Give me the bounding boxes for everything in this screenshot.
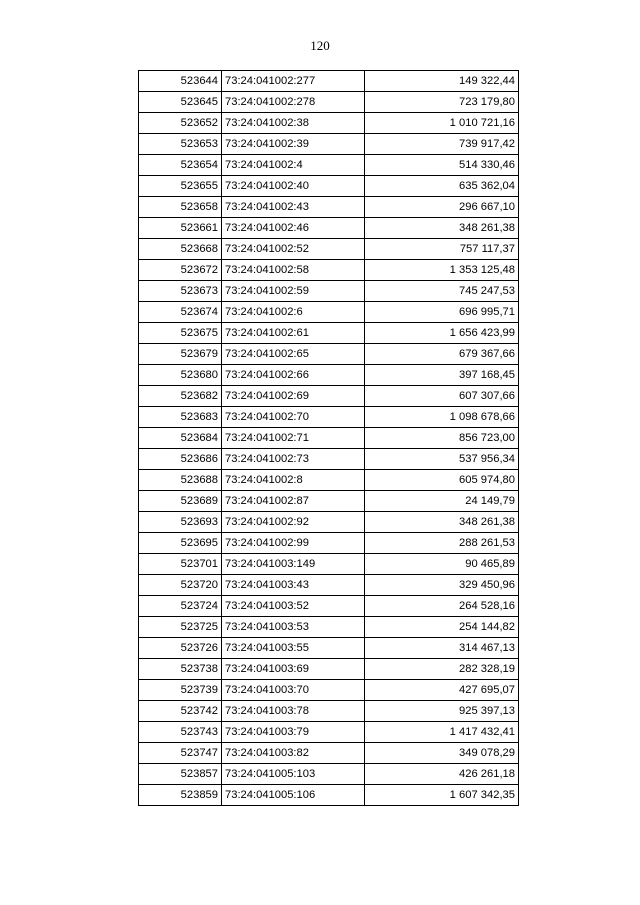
value-cell: 856 723,00 xyxy=(365,428,519,449)
cadastral-number-cell: 73:24:041002:73 xyxy=(222,449,365,470)
row-id-cell: 523689 xyxy=(139,491,222,512)
table-row xyxy=(139,764,519,785)
table-row xyxy=(139,743,519,764)
table-row xyxy=(139,155,519,176)
cadastral-number-cell: 73:24:041002:277 xyxy=(222,71,365,92)
value-cell: 1 353 125,48 xyxy=(365,260,519,281)
cadastral-number-cell: 73:24:041005:106 xyxy=(222,785,365,806)
cadastral-number-cell: 73:24:041002:58 xyxy=(222,260,365,281)
cadastral-number-cell: 73:24:041002:61 xyxy=(222,323,365,344)
value-cell: 537 956,34 xyxy=(365,449,519,470)
value-cell: 1 417 432,41 xyxy=(365,722,519,743)
table-row xyxy=(139,785,519,806)
row-id-cell: 523720 xyxy=(139,575,222,596)
value-cell: 90 465,89 xyxy=(365,554,519,575)
row-id-cell: 523724 xyxy=(139,596,222,617)
table-row xyxy=(139,722,519,743)
row-id-cell: 523652 xyxy=(139,113,222,134)
cadastral-number-cell: 73:24:041005:103 xyxy=(222,764,365,785)
cadastral-number-cell: 73:24:041002:69 xyxy=(222,386,365,407)
value-cell: 757 117,37 xyxy=(365,239,519,260)
cadastral-number-cell: 73:24:041002:40 xyxy=(222,176,365,197)
row-id-cell: 523668 xyxy=(139,239,222,260)
row-id-cell: 523655 xyxy=(139,176,222,197)
table-row xyxy=(139,92,519,113)
value-cell: 514 330,46 xyxy=(365,155,519,176)
value-cell: 1 607 342,35 xyxy=(365,785,519,806)
cadastral-number-cell: 73:24:041003:69 xyxy=(222,659,365,680)
table-row xyxy=(139,134,519,155)
cadastral-number-cell: 73:24:041002:8 xyxy=(222,470,365,491)
row-id-cell: 523675 xyxy=(139,323,222,344)
cadastral-number-cell: 73:24:041002:87 xyxy=(222,491,365,512)
cadastral-number-cell: 73:24:041002:46 xyxy=(222,218,365,239)
cadastral-number-cell: 73:24:041003:52 xyxy=(222,596,365,617)
cadastral-number-cell: 73:24:041002:59 xyxy=(222,281,365,302)
value-cell: 348 261,38 xyxy=(365,512,519,533)
cadastral-number-cell: 73:24:041002:39 xyxy=(222,134,365,155)
row-id-cell: 523747 xyxy=(139,743,222,764)
value-cell: 739 917,42 xyxy=(365,134,519,155)
cadastral-number-cell: 73:24:041002:4 xyxy=(222,155,365,176)
cadastral-number-cell: 73:24:041002:278 xyxy=(222,92,365,113)
cadastral-number-cell: 73:24:041002:52 xyxy=(222,239,365,260)
cadastral-number-cell: 73:24:041003:82 xyxy=(222,743,365,764)
cadastral-number-cell: 73:24:041002:92 xyxy=(222,512,365,533)
value-cell: 314 467,13 xyxy=(365,638,519,659)
row-id-cell: 523673 xyxy=(139,281,222,302)
row-id-cell: 523672 xyxy=(139,260,222,281)
row-id-cell: 523644 xyxy=(139,71,222,92)
row-id-cell: 523654 xyxy=(139,155,222,176)
row-id-cell: 523859 xyxy=(139,785,222,806)
row-id-cell: 523674 xyxy=(139,302,222,323)
table-row xyxy=(139,197,519,218)
table-row xyxy=(139,659,519,680)
value-cell: 696 995,71 xyxy=(365,302,519,323)
value-cell: 679 367,66 xyxy=(365,344,519,365)
value-cell: 605 974,80 xyxy=(365,470,519,491)
table-row xyxy=(139,239,519,260)
row-id-cell: 523693 xyxy=(139,512,222,533)
table-row xyxy=(139,575,519,596)
value-cell: 264 528,16 xyxy=(365,596,519,617)
row-id-cell: 523739 xyxy=(139,680,222,701)
value-cell: 329 450,96 xyxy=(365,575,519,596)
row-id-cell: 523653 xyxy=(139,134,222,155)
row-id-cell: 523726 xyxy=(139,638,222,659)
cadastral-number-cell: 73:24:041002:70 xyxy=(222,407,365,428)
value-cell: 254 144,82 xyxy=(365,617,519,638)
value-cell: 349 078,29 xyxy=(365,743,519,764)
cadastral-number-cell: 73:24:041003:79 xyxy=(222,722,365,743)
table-row xyxy=(139,71,519,92)
table-row xyxy=(139,323,519,344)
row-id-cell: 523683 xyxy=(139,407,222,428)
value-cell: 1 010 721,16 xyxy=(365,113,519,134)
cadastral-number-cell: 73:24:041002:38 xyxy=(222,113,365,134)
cadastral-value-table xyxy=(138,70,519,806)
table-row xyxy=(139,281,519,302)
cadastral-number-cell: 73:24:041002:71 xyxy=(222,428,365,449)
row-id-cell: 523688 xyxy=(139,470,222,491)
row-id-cell: 523725 xyxy=(139,617,222,638)
cadastral-number-cell: 73:24:041003:55 xyxy=(222,638,365,659)
row-id-cell: 523658 xyxy=(139,197,222,218)
row-id-cell: 523743 xyxy=(139,722,222,743)
row-id-cell: 523686 xyxy=(139,449,222,470)
value-cell: 635 362,04 xyxy=(365,176,519,197)
table-row xyxy=(139,554,519,575)
row-id-cell: 523701 xyxy=(139,554,222,575)
cadastral-number-cell: 73:24:041003:70 xyxy=(222,680,365,701)
table-row xyxy=(139,302,519,323)
row-id-cell: 523680 xyxy=(139,365,222,386)
table-row xyxy=(139,260,519,281)
row-id-cell: 523679 xyxy=(139,344,222,365)
cadastral-number-cell: 73:24:041003:149 xyxy=(222,554,365,575)
table-row xyxy=(139,176,519,197)
value-cell: 296 667,10 xyxy=(365,197,519,218)
value-cell: 427 695,07 xyxy=(365,680,519,701)
table-row xyxy=(139,617,519,638)
cadastral-number-cell: 73:24:041002:43 xyxy=(222,197,365,218)
table-row xyxy=(139,491,519,512)
value-cell: 288 261,53 xyxy=(365,533,519,554)
table-row xyxy=(139,428,519,449)
row-id-cell: 523738 xyxy=(139,659,222,680)
table-row xyxy=(139,407,519,428)
table-row xyxy=(139,344,519,365)
table-row xyxy=(139,218,519,239)
value-cell: 745 247,53 xyxy=(365,281,519,302)
table-row xyxy=(139,533,519,554)
cadastral-number-cell: 73:24:041002:99 xyxy=(222,533,365,554)
row-id-cell: 523682 xyxy=(139,386,222,407)
table-row xyxy=(139,449,519,470)
value-cell: 426 261,18 xyxy=(365,764,519,785)
value-cell: 607 307,66 xyxy=(365,386,519,407)
value-cell: 1 656 423,99 xyxy=(365,323,519,344)
value-cell: 149 322,44 xyxy=(365,71,519,92)
value-cell: 1 098 678,66 xyxy=(365,407,519,428)
page-number: 120 xyxy=(310,38,330,53)
row-id-cell: 523857 xyxy=(139,764,222,785)
value-cell: 282 328,19 xyxy=(365,659,519,680)
table-row xyxy=(139,680,519,701)
value-cell: 24 149,79 xyxy=(365,491,519,512)
table-row xyxy=(139,596,519,617)
cadastral-number-cell: 73:24:041003:78 xyxy=(222,701,365,722)
value-cell: 348 261,38 xyxy=(365,218,519,239)
table-row xyxy=(139,386,519,407)
table-row xyxy=(139,638,519,659)
cadastral-number-cell: 73:24:041002:66 xyxy=(222,365,365,386)
table-body xyxy=(139,71,519,806)
cadastral-number-cell: 73:24:041003:43 xyxy=(222,575,365,596)
cadastral-number-cell: 73:24:041002:65 xyxy=(222,344,365,365)
table-row xyxy=(139,113,519,134)
row-id-cell: 523661 xyxy=(139,218,222,239)
row-id-cell: 523695 xyxy=(139,533,222,554)
table-row xyxy=(139,512,519,533)
value-cell: 723 179,80 xyxy=(365,92,519,113)
cadastral-number-cell: 73:24:041002:6 xyxy=(222,302,365,323)
row-id-cell: 523742 xyxy=(139,701,222,722)
value-cell: 397 168,45 xyxy=(365,365,519,386)
row-id-cell: 523645 xyxy=(139,92,222,113)
cadastral-number-cell: 73:24:041003:53 xyxy=(222,617,365,638)
table-row xyxy=(139,701,519,722)
table-row xyxy=(139,470,519,491)
table-row xyxy=(139,365,519,386)
row-id-cell: 523684 xyxy=(139,428,222,449)
value-cell: 925 397,13 xyxy=(365,701,519,722)
